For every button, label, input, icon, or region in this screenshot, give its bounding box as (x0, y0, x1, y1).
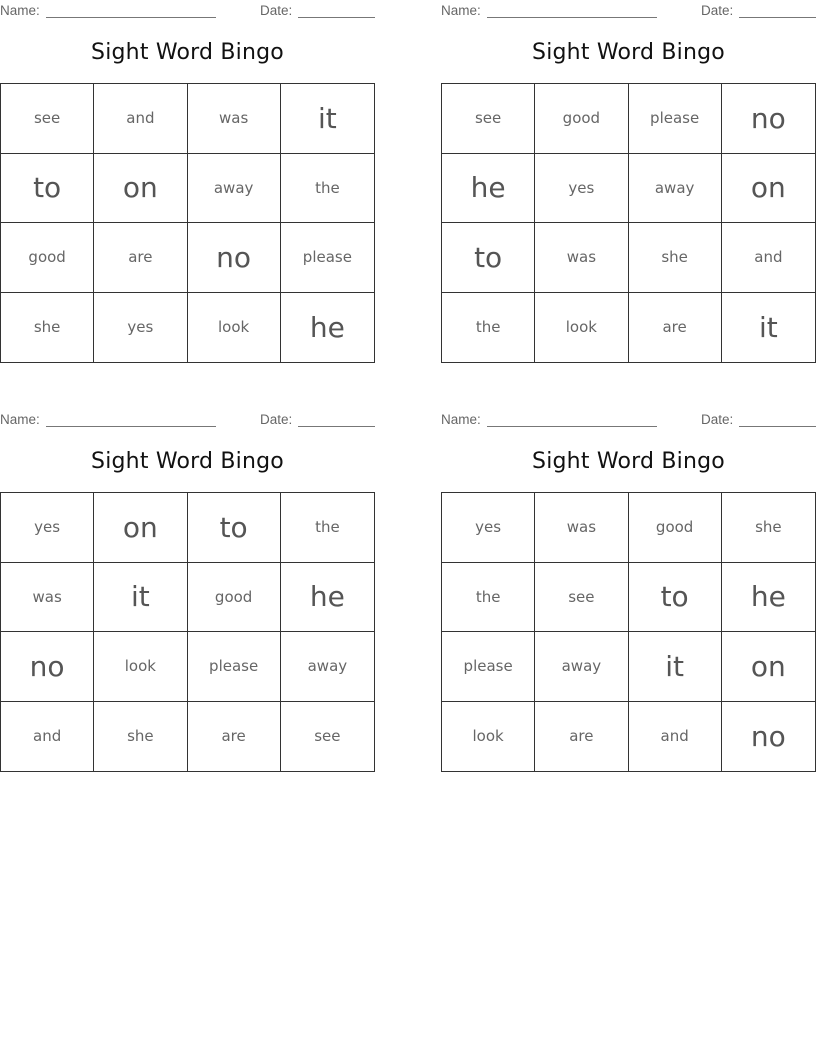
bingo-cell: are (94, 223, 187, 293)
bingo-cell: was (188, 84, 281, 154)
bingo-cell: no (750, 719, 786, 753)
bingo-card (0, 409, 375, 784)
bingo-cell: away (629, 154, 722, 224)
bingo-cell: away (535, 632, 628, 702)
bingo-cell: are (629, 293, 722, 363)
bingo-cell: the (442, 563, 535, 633)
bingo-cell: see (1, 84, 94, 154)
bingo-cell: on (94, 493, 187, 563)
bingo-cell: on (94, 154, 187, 224)
bingo-cell: yes (1, 493, 94, 563)
bingo-cell: and (94, 84, 187, 154)
bingo-cell: she (629, 223, 722, 293)
date-label: Date: (701, 412, 734, 427)
bingo-cell: good (535, 84, 628, 154)
name-blank (487, 17, 657, 18)
bingo-cell: look (535, 293, 628, 363)
bingo-cell: and (629, 702, 722, 772)
bingo-cell: look (94, 632, 187, 702)
bingo-cell: are (188, 702, 281, 772)
bingo-cell: please (188, 632, 281, 702)
bingo-cell: are (535, 702, 628, 772)
name-blank (46, 17, 216, 18)
bingo-cell: was (535, 493, 628, 563)
bingo-cell: she (94, 702, 187, 772)
card-header (0, 3, 375, 19)
card-title: Sight Word Bingo (532, 449, 725, 474)
bingo-cell: good (1, 223, 94, 293)
bingo-cell: it (281, 84, 374, 154)
bingo-cell: he (309, 310, 345, 344)
bingo-cell: on (722, 154, 815, 224)
card-header (441, 3, 816, 19)
bingo-card (0, 0, 375, 375)
date-blank (739, 17, 816, 18)
bingo-cell: to (188, 493, 281, 563)
bingo-cell: to (629, 563, 722, 633)
bingo-card (441, 0, 816, 375)
bingo-cell: please (629, 84, 722, 154)
bingo-cell: see (314, 727, 341, 746)
bingo-cell: he (281, 563, 374, 633)
bingo-cell: yes (535, 154, 628, 224)
bingo-cell: good (188, 563, 281, 633)
bingo-cell: was (535, 223, 628, 293)
bingo-cell: it (94, 563, 187, 633)
name-label: Name: (0, 412, 40, 427)
date-label: Date: (260, 412, 293, 427)
date-blank (298, 17, 375, 18)
bingo-cell: the (442, 293, 535, 363)
bingo-cell: good (629, 493, 722, 563)
bingo-cell: and (722, 223, 815, 293)
bingo-cell: to (1, 154, 94, 224)
bingo-cell: no (188, 223, 281, 293)
bingo-cell: she (1, 293, 94, 363)
bingo-cell: look (442, 702, 535, 772)
bingo-cell: to (442, 223, 535, 293)
date-blank (298, 426, 375, 427)
card-title: Sight Word Bingo (532, 40, 725, 65)
bingo-card (441, 409, 816, 784)
bingo-cell: see (535, 563, 628, 633)
bingo-grid (0, 83, 375, 363)
card-title: Sight Word Bingo (91, 40, 284, 65)
bingo-cell: away (188, 154, 281, 224)
bingo-grid (441, 492, 816, 772)
bingo-cell: it (629, 632, 722, 702)
name-label: Name: (0, 3, 40, 18)
bingo-cell: away (281, 632, 374, 702)
bingo-cell: please (281, 223, 374, 293)
date-label: Date: (260, 3, 293, 18)
bingo-cell: yes (94, 293, 187, 363)
name-label: Name: (441, 412, 481, 427)
bingo-cell: yes (442, 493, 535, 563)
name-blank (487, 426, 657, 427)
card-header (441, 412, 816, 428)
bingo-cell: he (722, 563, 815, 633)
card-title: Sight Word Bingo (91, 449, 284, 474)
date-label: Date: (701, 3, 734, 18)
name-blank (46, 426, 216, 427)
bingo-cell: no (722, 84, 815, 154)
name-label: Name: (441, 3, 481, 18)
bingo-cell: no (1, 632, 94, 702)
bingo-cell: the (281, 154, 374, 224)
bingo-grid (441, 83, 816, 363)
bingo-cell: he (442, 154, 535, 224)
bingo-cell: see (442, 84, 535, 154)
bingo-cell: and (1, 702, 94, 772)
bingo-cell: she (722, 493, 815, 563)
bingo-cell: the (281, 493, 374, 563)
bingo-cell: it (758, 310, 778, 344)
bingo-grid (0, 492, 375, 772)
bingo-cell: on (722, 632, 815, 702)
card-header (0, 412, 375, 428)
bingo-cell: was (1, 563, 94, 633)
bingo-cell: please (442, 632, 535, 702)
bingo-cell: look (188, 293, 281, 363)
date-blank (739, 426, 816, 427)
